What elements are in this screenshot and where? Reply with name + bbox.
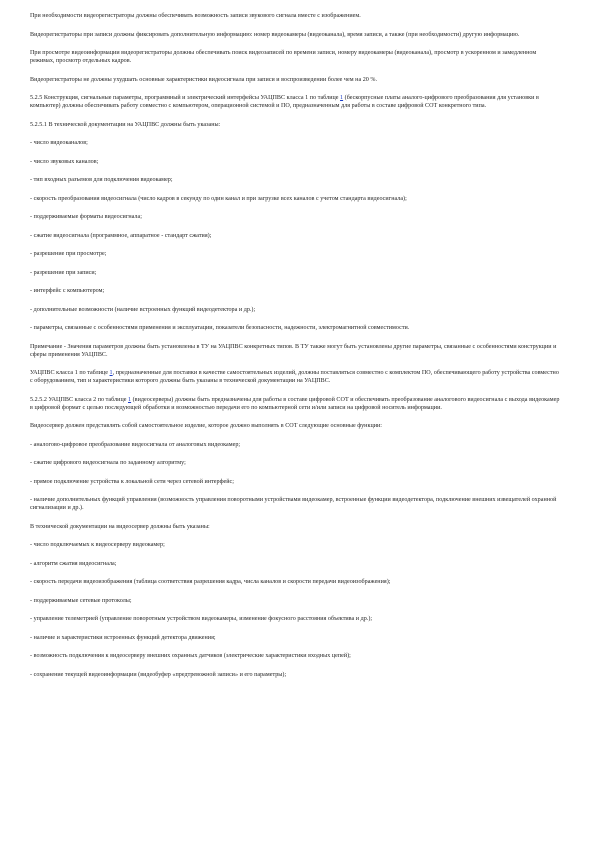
list-item: - аналогово-цифровое преобразование видеосигнала от аналоговых видеокамер; — [30, 441, 241, 448]
list-item: - разрешение при просмотре; — [30, 251, 107, 257]
list-item: - тип входных разъемов для подключения видеокамер; — [30, 177, 173, 183]
paragraph-with-table-link: 5.2.5 Конструкция, сигнальные параметры, программный и электрический интерфейсы УАЦПВС класса 1 по таблице 1 (бескорпусные платы аналого-цифрового преобразования для установки в компьютер) должны обеспечивать работу совместно с компьютером, операционной системой и ПО, предназначенным для работы в составе цифровой СОТ конкретного типа. — [30, 95, 539, 109]
paragraph: При необходимости видеорегистраторы должны обеспечивать возможность записи звукового сигнала вместе с изображением. — [30, 13, 361, 19]
list-item: - поддерживаемые сетевые протоколы; — [30, 597, 132, 604]
paragraph: Видеорегистраторы при записи должны фиксировать дополнительную информацию: номер видеокамеры (видеоканала), время записи, а также (при необходимости) другую информацию. — [30, 31, 520, 38]
paragraph: В технической документации на видеосервер должны быть указаны: — [30, 523, 210, 530]
table-link[interactable]: 1 — [109, 370, 113, 376]
list-item: - число звуковых каналов; — [30, 158, 99, 165]
table-link[interactable]: 1 — [128, 396, 132, 403]
list-item: - интерфейс с компьютером; — [30, 288, 105, 294]
note-paragraph: Примечание - Значения параметров должны быть установлены в ТУ на УАЦПВС конкретных типов. В ТУ также могут быть установлены другие параметры, связанные с особенностями конструкции и сферы применения УАЦПВС. — [30, 343, 557, 358]
list-item: - число подключаемых к видеосерверу видеокамер; — [30, 542, 165, 548]
list-item: - сохранение текущей видеоинформации (видеобуфер «предтревожной записи» и его параметры); — [30, 671, 287, 678]
list-item: - поддерживаемые форматы видеосигнала; — [30, 214, 142, 220]
list-item: - сжатие видеосигнала (программное, аппаратное - стандарт сжатия); — [30, 232, 212, 239]
list-item: - прямое подключение устройства к локальной сети через сетевой интерфейс; — [30, 478, 234, 485]
list-item: - возможность подключения к видеосерверу внешних охранных датчиков (электрические характеристики входных цепей); — [30, 653, 351, 659]
list-item: - дополнительные возможности (наличие встроенных функций видеодетектора и др.); — [30, 306, 256, 313]
list-item: - наличие и характеристики встроенных функций детектора движения; — [30, 634, 216, 641]
paragraph-with-table-link: 5.2.5.2 УАЦПВС класса 2 по таблице 1 (видеосерверы) должны быть предназначены для работы в составе цифровой СОТ и обеспечивать преобразование аналогового видеосигнала с выхода видеокамер в цифровой формат с целью последующей обработки и возможностью передачи его по компьютерной сети и/или записи на цифровой носитель информации. — [30, 396, 560, 411]
document-page — [30, 12, 560, 689]
table-link[interactable]: 1 — [340, 95, 344, 101]
paragraph-with-table-link: УАЦПВС класса 1 по таблице 1, предназначенные для поставки в качестве самостоятельных изделий, должны поставляться совместно с комплектом ПО, обеспечивающего работу устройства совместно с оборудованием, тип и характеристики которого должны быть указаны в технической документации на УАЦПВС. — [30, 370, 559, 384]
list-item: - скорость передачи видеоизображения (таблица соответствия разрешения кадра, числа каналов и скорости передачи видеоизображения); — [30, 579, 391, 585]
list-item: - управление телеметрией (управление поворотным устройством видеокамеры, изменение фокусного расстояния объектива и др.); — [30, 616, 373, 622]
list-item: - сжатие цифрового видеосигнала по заданному алгоритму; — [30, 460, 186, 466]
paragraph: Видеосервер должен представлять собой самостоятельное изделие, которое должно выполнять в СОТ следующие основные функции: — [30, 423, 383, 429]
paragraph: Видеорегистраторы не должны ухудшать основные характеристики видеосигнала при записи и воспроизведении более чем на 20 %. — [30, 76, 378, 83]
list-item: - наличие дополнительных функций управления (возможность управления поворотными устройствами видеокамер, встроенные функции видеодетектора, подключение внешних извещателей охранной сигнализации и др.). — [30, 497, 557, 511]
list-item: - параметры, связанные с особенностями применения и эксплуатации, показатели безопасности, надежности, электромагнитной совместимости. — [30, 325, 410, 331]
list-item: - скорость преобразования видеосигнала (число кадров в секунду по один канал и при загрузке всех каналов с учетом стандарта видеосигнала); — [30, 195, 407, 202]
list-item: - разрешение при записи; — [30, 269, 97, 276]
list-item: - число видеоканалов; — [30, 140, 88, 146]
list-item: - алгоритм сжатия видеосигнала; — [30, 560, 117, 567]
paragraph: При просмотре видеоинформации видеорегистраторы должны обеспечивать поиск видеозаписей по времени записи, номеру видеокамеры (видеоканала), просмотр в ускоренном и замедленном режимах, просмотр отдельных кадров. — [30, 50, 537, 64]
paragraph: 5.2.5.1 В технической документации на УАЦПВС должны быть указаны: — [30, 121, 221, 128]
